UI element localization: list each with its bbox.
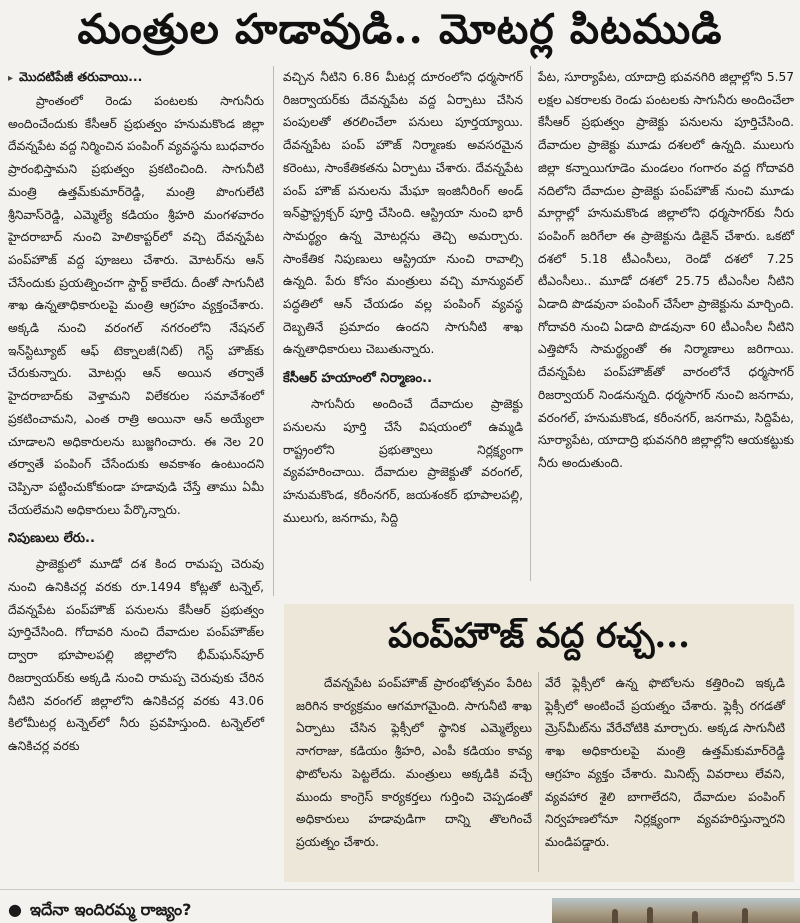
photo-figure xyxy=(612,909,618,923)
chevron-right-icon: ▸ xyxy=(8,73,14,84)
sidebar-paragraph: వేరే ఫ్లెక్సీలో ఉన్న ఫొటోలను కత్తిరించి ఇక్కడి ఫ్లెక్సీలో అంటించే ప్రయత్నం చేశారు. ఫ్లెక్సీ రగడతో మ్రెస్‌మీట్‌ను వేరేచోటికి మార్చారు. అక్కడ సాగునీటి శాఖ అధికారులపై మంత్రి ఉత్తమ్‌కుమార్‌రెడ్డి ఆగ్రహం వ్యక్తం చేశారు. మినిట్స్ వివరాలు లేవని, వ్యవహార శైలి బాగాలేదని, దేవాదుల పంపింగ్ నిర్వహణలోనూ నిర్లక్ష్యంగా వ్యవహరిస్తున్నారని మండిపడ్డారు. xyxy=(545,676,785,849)
col3-paragraph: పేట, సూర్యాపేట, యాదాద్రి భువనగిరి జిల్లాల్లోని 5.57 లక్షల ఎకరాలకు రెండు పంటలకు సాగునీరు అందించేలా కేసీఆర్ ప్రభుత్వం ప్రాజెక్టు పనులను పూర్తిచేసింది. దేవాదుల ప్రాజెక్టు మూడు దశలలో ఉన్నది. ములుగు జిల్లా కన్నాయిగూడెం మండలం గంగారం వద్ద గోదావరి నదిలోని దేవాదుల ప్రాజెక్టు పంప్‌హౌజ్ నుంచి మూడు మార్గాల్లో హనుమకొండ జిల్లాలోని ధర్మసాగర్‌కు నీరు పంపింగ్ జరిగేలా ఈ ప్రాజెక్టును డిజైన్ చేశారు. ఒకటో దశలో 5.18 టీఎంసీలు, రెండో దశలో 7.25 టీఎంసీలు.. మూడో దశలో 25.75 టీఎంసీల నీటిని ఏడాది పొడవునా పంపింగ్ చేసేలా ప్రాజెక్టును మార్చింది. గోదావరి నుంచి ఏడాది పొడవునా 60 టీఎంసీల నీటిని ఎత్తిపోసే సామర్థ్యంతో ఈ నిర్మాణాలు జరిగాయి. దేవన్నపేట పంప్‌హౌజ్‌తో వారంలోనే ధర్మసాగర్ రిజర్వాయర్ నిండనున్నది. ధర్మసాగర్ నుంచి జనగామ, వరంగల్, హనుమకొండ, కరీంనగర్, జనగామ, సిద్దిపేట, సూర్యాపేట, యాదాద్రి భువనగిరి జిల్లాల్లోని ఆయకట్టుకు నీరు అందుతుంది. xyxy=(538,70,794,470)
photo-figure xyxy=(692,911,698,923)
column-divider xyxy=(273,66,274,596)
sidebar-story-column-1 xyxy=(296,672,532,854)
column-divider xyxy=(538,672,539,872)
next-story-headline xyxy=(8,897,528,923)
col1-paragraph-2: ప్రాజెక్టులో మూడో దశ కింద రామప్ప చెరువు నుంచి ఉనికిచర్ల వరకు రూ.1494 కోట్లతో టన్నెల్, దేవన్నపేట పంప్‌హౌజ్ పనులను కేసీఆర్ ప్రభుత్వం పూర్తిచేసింది. గోదావరి నుంచి దేవాదుల పంప్‌హౌజ్‌ల ద్వారా భూపాలపల్లి జిల్లాలోని భీమ్‌ఘన్‌పూర్ రిజర్వాయర్‌కు అక్కడి నుంచి రామప్ప చెరువుకు చేరిన నీటిని వరంగల్ జిల్లాలోని ఉనికిచర్ల వరకు 43.06 కిలోమీటర్ల టన్నెల్‌లో నీరు ప్రవహిస్తుంది. టన్నెల్‌లో ఉనికిచర్ల వరకు xyxy=(8,557,264,753)
kicker xyxy=(8,66,264,90)
sidebar-story-column-2 xyxy=(545,672,785,854)
subhead-kcr-era: కేసీఆర్ హయాంలో నిర్మాణం.. xyxy=(283,371,433,387)
column-divider xyxy=(530,66,531,581)
col2-paragraph-2: సాగునీరు అందించే దేవాదుల ప్రాజెక్టు పనులను పూర్తి చేసే విషయంలో ఉమ్మడి రాష్ట్రంలోని ప్రభుత్వాలు నిర్లక్ష్యంగా వ్యవహరించాయి. దేవాదుల ప్రాజెక్టుతో వరంగల్, హనుమకొండ, కరీంనగర్, జయశంకర్ భూపాలపల్లి, ములుగు, జనగామ, సిద్ది xyxy=(283,397,523,525)
page-headline: మంత్రుల హడావుడి.. మోటర్ల పిటముడి xyxy=(77,5,723,53)
article-column-3 xyxy=(538,66,794,475)
bullet-dot-icon: ● xyxy=(8,900,22,919)
next-story-headline-text: ఇదేనా ఇందిరమ్మ రాజ్యం? xyxy=(29,900,192,919)
subhead-experts: నిపుణులు లేరు.. xyxy=(8,531,95,547)
photo-figure xyxy=(742,908,748,923)
sidebar-paragraph: దేవన్నపేట పంప్‌హౌజ్ ప్రారంభోత్సవం పేరిట జరిగిన కార్యక్రమం ఆగమాగమైంది. సాగునీటి శాఖ ఏర్పాటు చేసిన ఫ్లెక్సీలో స్థానిక ఎమ్మెల్యేలు నాగరాజు, కడియం శ్రీహరి, ఎంపీ కడియం కావ్య ఫొటోలను పెట్టలేదు. మంత్రులు అక్కడికి వచ్చే ముందు కాంగ్రెస్ కార్యకర్తలు గుర్తించి చెప్పడంతో అధికారులు హడావుడిగా దాన్ని తొలగించే ప్రయత్నం చేశారు. xyxy=(296,676,532,849)
photo-figure xyxy=(647,907,653,923)
article-column-2 xyxy=(283,66,523,529)
col2-paragraph: వచ్చిన నీటిని 6.86 మీటర్ల దూరంలోని ధర్మసాగర్ రిజర్వాయర్‌కు దేవన్నపేట వద్ద ఏర్పాటు చేసిన పంపులతో తరలించేలా పనులు పూర్తయ్యాయి. దేవన్నపేట పంప్ హౌజ్ నిర్మాణకు అవసరమైన కరెంటు, సాంకేతికతను ఏర్పాటు చేశారు. దేవన్నపేట పంప్ హౌజ్ పనులను మేఘా ఇంజినీరింగ్ అండ్ ఇన్‌ఫ్రాస్ట్రక్చర్ పూర్తి చేసింది. ఆస్ట్రియా నుంచి భారీ సామర్థ్యం ఉన్న మోటర్లను తెచ్చి అమర్చారు. సాంకేతిక నిపుణులు ఆస్ట్రియా నుంచి రావాల్సి ఉన్నది. పేరు కోసం మంత్రులు వచ్చి మాన్యువల్ పద్ధతిలో ఆన్ చేయడం వల్ల పంపింగ్ వ్యవస్థ దెబ్బతినే ప్రమాదం ఉందని సాగునీటి శాఖ ఉన్నతాధికారులు చెబుతున్నారు. xyxy=(283,70,523,357)
news-photo xyxy=(552,898,800,923)
col1-paragraph: ప్రాంతంలో రెండు పంటలకు సాగునీరు అందించేందుకు కేసీఆర్ ప్రభుత్వం హనుమకొండ జిల్లా దేవన్నపేట వద్ద నిర్మించిన పంపింగ్ వ్యవస్థను బుధవారం ప్రారంభిస్తామని ప్రభుత్వం ప్రకటించింది. సాగునీటి మంత్రి ఉత్తమ్‌కుమార్‌రెడ్డి, మంత్రి పొంగులేటి శ్రీనివాస్‌రెడ్డి, ఎమ్మెల్యే కడియం శ్రీహరి మంగళవారం హైదరాబాద్ నుంచి హెలికాప్టర్‌లో వచ్చి దేవన్నపేట పంప్‌హౌజ్ వద్ద పూజలు చేశారు. మోటర్‌ను ఆన్ చేసేందుకు ప్రయత్నించగా స్టార్ట్ కాలేదు. దీంతో సాగునీటి శాఖ ఉన్నతాధికారులపై మంత్రి ఆగ్రహం వ్యక్తంచేశారు. అక్కడి నుంచి వరంగల్ నగరంలోని నేషనల్ ఇన్‌స్టిట్యూట్ ఆఫ్ టెక్నాలజీ(నిట్) గెస్ట్ హౌజ్‌కు చేరుకున్నారు. మోటర్లు ఆన్ అయిన తర్వాతే హైదరాబాద్‌కు వెళ్తామని విలేకరుల సమావేశంలో ప్రకటించామని, ఎంత రాత్రి అయినా ఆన్ అయ్యేలా చూడాలని అధికారులను బుజ్జగించారు. ఈ నెల 20 తర్వాతే పంపింగ్ చేసేందుకు అవకాశం ఉంటుందని చెప్పినా పట్టించుకోకుండా హడావుడి చేస్తే తాము ఏమీ చేయలేమని అధికారులు పేర్కొన్నారు. xyxy=(8,94,264,517)
article-column-1 xyxy=(8,66,264,758)
sidebar-story-title: పంప్‌హౌజ్ వద్ద రచ్చ... xyxy=(388,616,690,656)
kicker-text: మొదటిపేజీ తరువాయి... xyxy=(19,69,143,84)
horizontal-divider xyxy=(0,889,800,890)
